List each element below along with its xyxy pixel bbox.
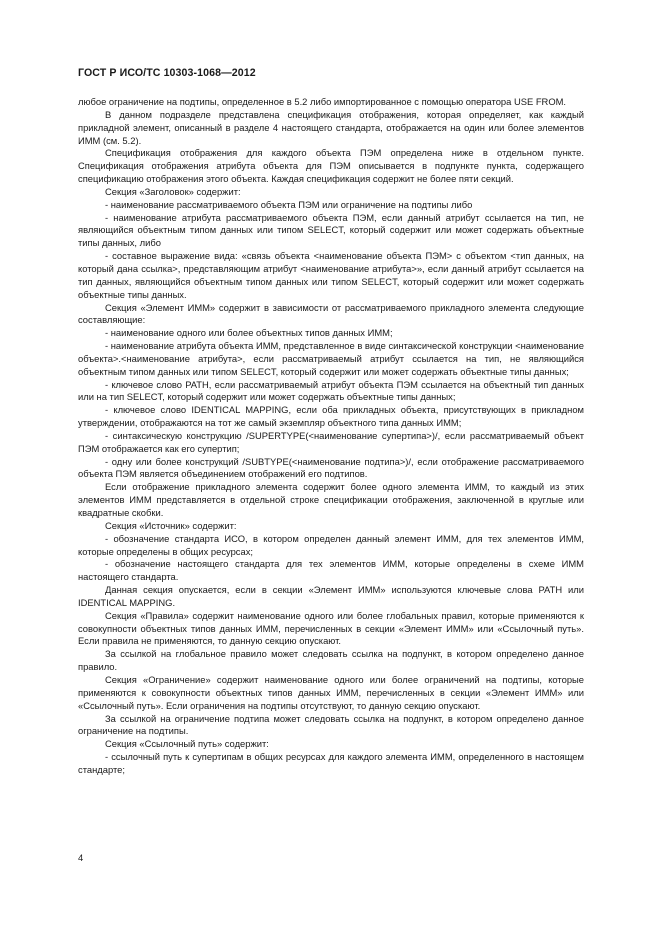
paragraph: любое ограничение на подтипы, определенное в 5.2 либо импортированное с помощью оператора USE FROM. <box>78 96 567 107</box>
paragraph: Секция «Ограничение» содержит наименование одного или более ограничений на подтипы, которые применяются к совокупности объектных типов данных ИММ, перечисленных в секции «Элемент ИММ» или «Ссылочный путь». Если ограничения на подтипы отсутствуют, то данную секцию опускают. <box>78 673 584 711</box>
paragraph: За ссылкой на ограничение подтипа может следовать ссылка на подпункт, в котором определено данное ограничение на подтипы. <box>78 712 584 737</box>
paragraph: Спецификация отображения для каждого объекта ПЭМ определена ниже в отдельном пункте. Спецификация отображения атрибута объекта для ПЭМ описывается в подпункте пункта, содержащего спецификацию отображения этого объекта. Каждая спецификация содержит не более пяти секций. <box>78 147 584 185</box>
list-item: - составное выражение вида: «связь объекта <наименование объекта ПЭМ> с объектом <тип данных, на который дана ссылка>, представляющим атрибут <наименование атрибута>», если данный атрибут ссылается на тип данных, являющийся объектным типом данных или типом SELECT, который содержит или может содержать объектные типы данных. <box>78 250 584 300</box>
page-number: 4 <box>78 852 84 863</box>
list-item: - наименование атрибута объекта ИММ, представленное в виде синтаксической конструкции <наименование объекта>.<наименование атрибута>, если рассматриваемый атрибут ссылается на тип, не являющийся объектным типом данных или типом SELECT, который содержит или может содержать объектные типы данных; <box>78 340 584 377</box>
paragraph: В данном подразделе представлена спецификация отображения, которая определяет, как каждый прикладной элемент, описанный в разделе 4 настоящего стандарта, отображается на один или более элементов ИММ (см. 5.2). <box>78 108 584 146</box>
document-body <box>78 96 584 777</box>
document-header: ГОСТ Р ИСО/ТС 10303-1068—2012 <box>78 67 256 79</box>
list-item: - обозначение стандарта ИСО, в котором определен данный элемент ИММ, для тех элементов ИММ, которые определены в общих ресурсах; <box>78 532 584 557</box>
list-item: - наименование рассматриваемого объекта ПЭМ или ограничение на подтипы либо <box>105 198 473 210</box>
list-item: - одну или более конструкций /SUBTYPE(<наименование подтипа>)/, если отображение рассматриваемого объекта ПЭМ является объединением отображений его подтипов. <box>78 455 584 480</box>
paragraph: Данная секция опускается, если в секции «Элемент ИММ» используются ключевые слова PATH или IDENTICAL MAPPING. <box>78 584 584 608</box>
paragraph: Если отображение прикладного элемента содержит более одного элемента ИММ, то каждый из этих элементов ИММ представляется в отдельной строке спецификации отображения, заключенной в круглые или квадратные скобки. <box>78 481 584 518</box>
list-item: - ключевое слово PATH, если рассматриваемый атрибут объекта ПЭМ ссылается на объектный тип данных или на тип SELECT, который содержит или может содержать объектные типы данных; <box>78 378 584 403</box>
paragraph: Секция «Ссылочный путь» содержит: <box>105 738 269 750</box>
list-item: - наименование одного или более объектных типов данных ИММ; <box>105 327 393 339</box>
list-item: - наименование атрибута рассматриваемого объекта ПЭМ, если данный атрибут ссылается на тип, не являющийся объектным типом данных или типом SELECT, который содержит или может содержать объектные типы данных, либо <box>78 211 584 249</box>
paragraph: Секция «Правила» содержит наименование одного или более глобальных правил, которые применяются к совокупности объектных типов данных ИММ, перечисленных в секции «Элемент ИММ» или «Ссылочный путь». Если правила не применяются, то данную секцию опускают. <box>78 609 584 647</box>
list-item: - обозначение настоящего стандарта для тех элементов ИММ, которые определены в схеме ИММ настоящего стандарта. <box>78 558 584 583</box>
list-item: - синтаксическую конструкцию /SUPERTYPE(<наименование супертипа>)/, если рассматриваемый объект ПЭМ отображается как его супертип; <box>78 429 584 454</box>
paragraph: Секция «Заголовок» содержит: <box>105 185 241 197</box>
paragraph: За ссылкой на глобальное правило может следовать ссылка на подпункт, в котором определено данное правило. <box>78 648 584 673</box>
list-item: - ссылочный путь к супертипам в общих ресурсах для каждого элемента ИММ, определенного в настоящем стандарте; <box>78 751 584 775</box>
paragraph: Секция «Элемент ИММ» содержит в зависимости от рассматриваемого прикладного элемента следующие составляющие: <box>78 301 584 326</box>
paragraph: Секция «Источник» содержит: <box>105 519 237 531</box>
list-item: - ключевое слово IDENTICAL MAPPING, если оба прикладных объекта, присутствующих в прикладном утверждении, отображаются на тот же самый экземпляр объектного типа данных ИММ; <box>78 404 584 429</box>
